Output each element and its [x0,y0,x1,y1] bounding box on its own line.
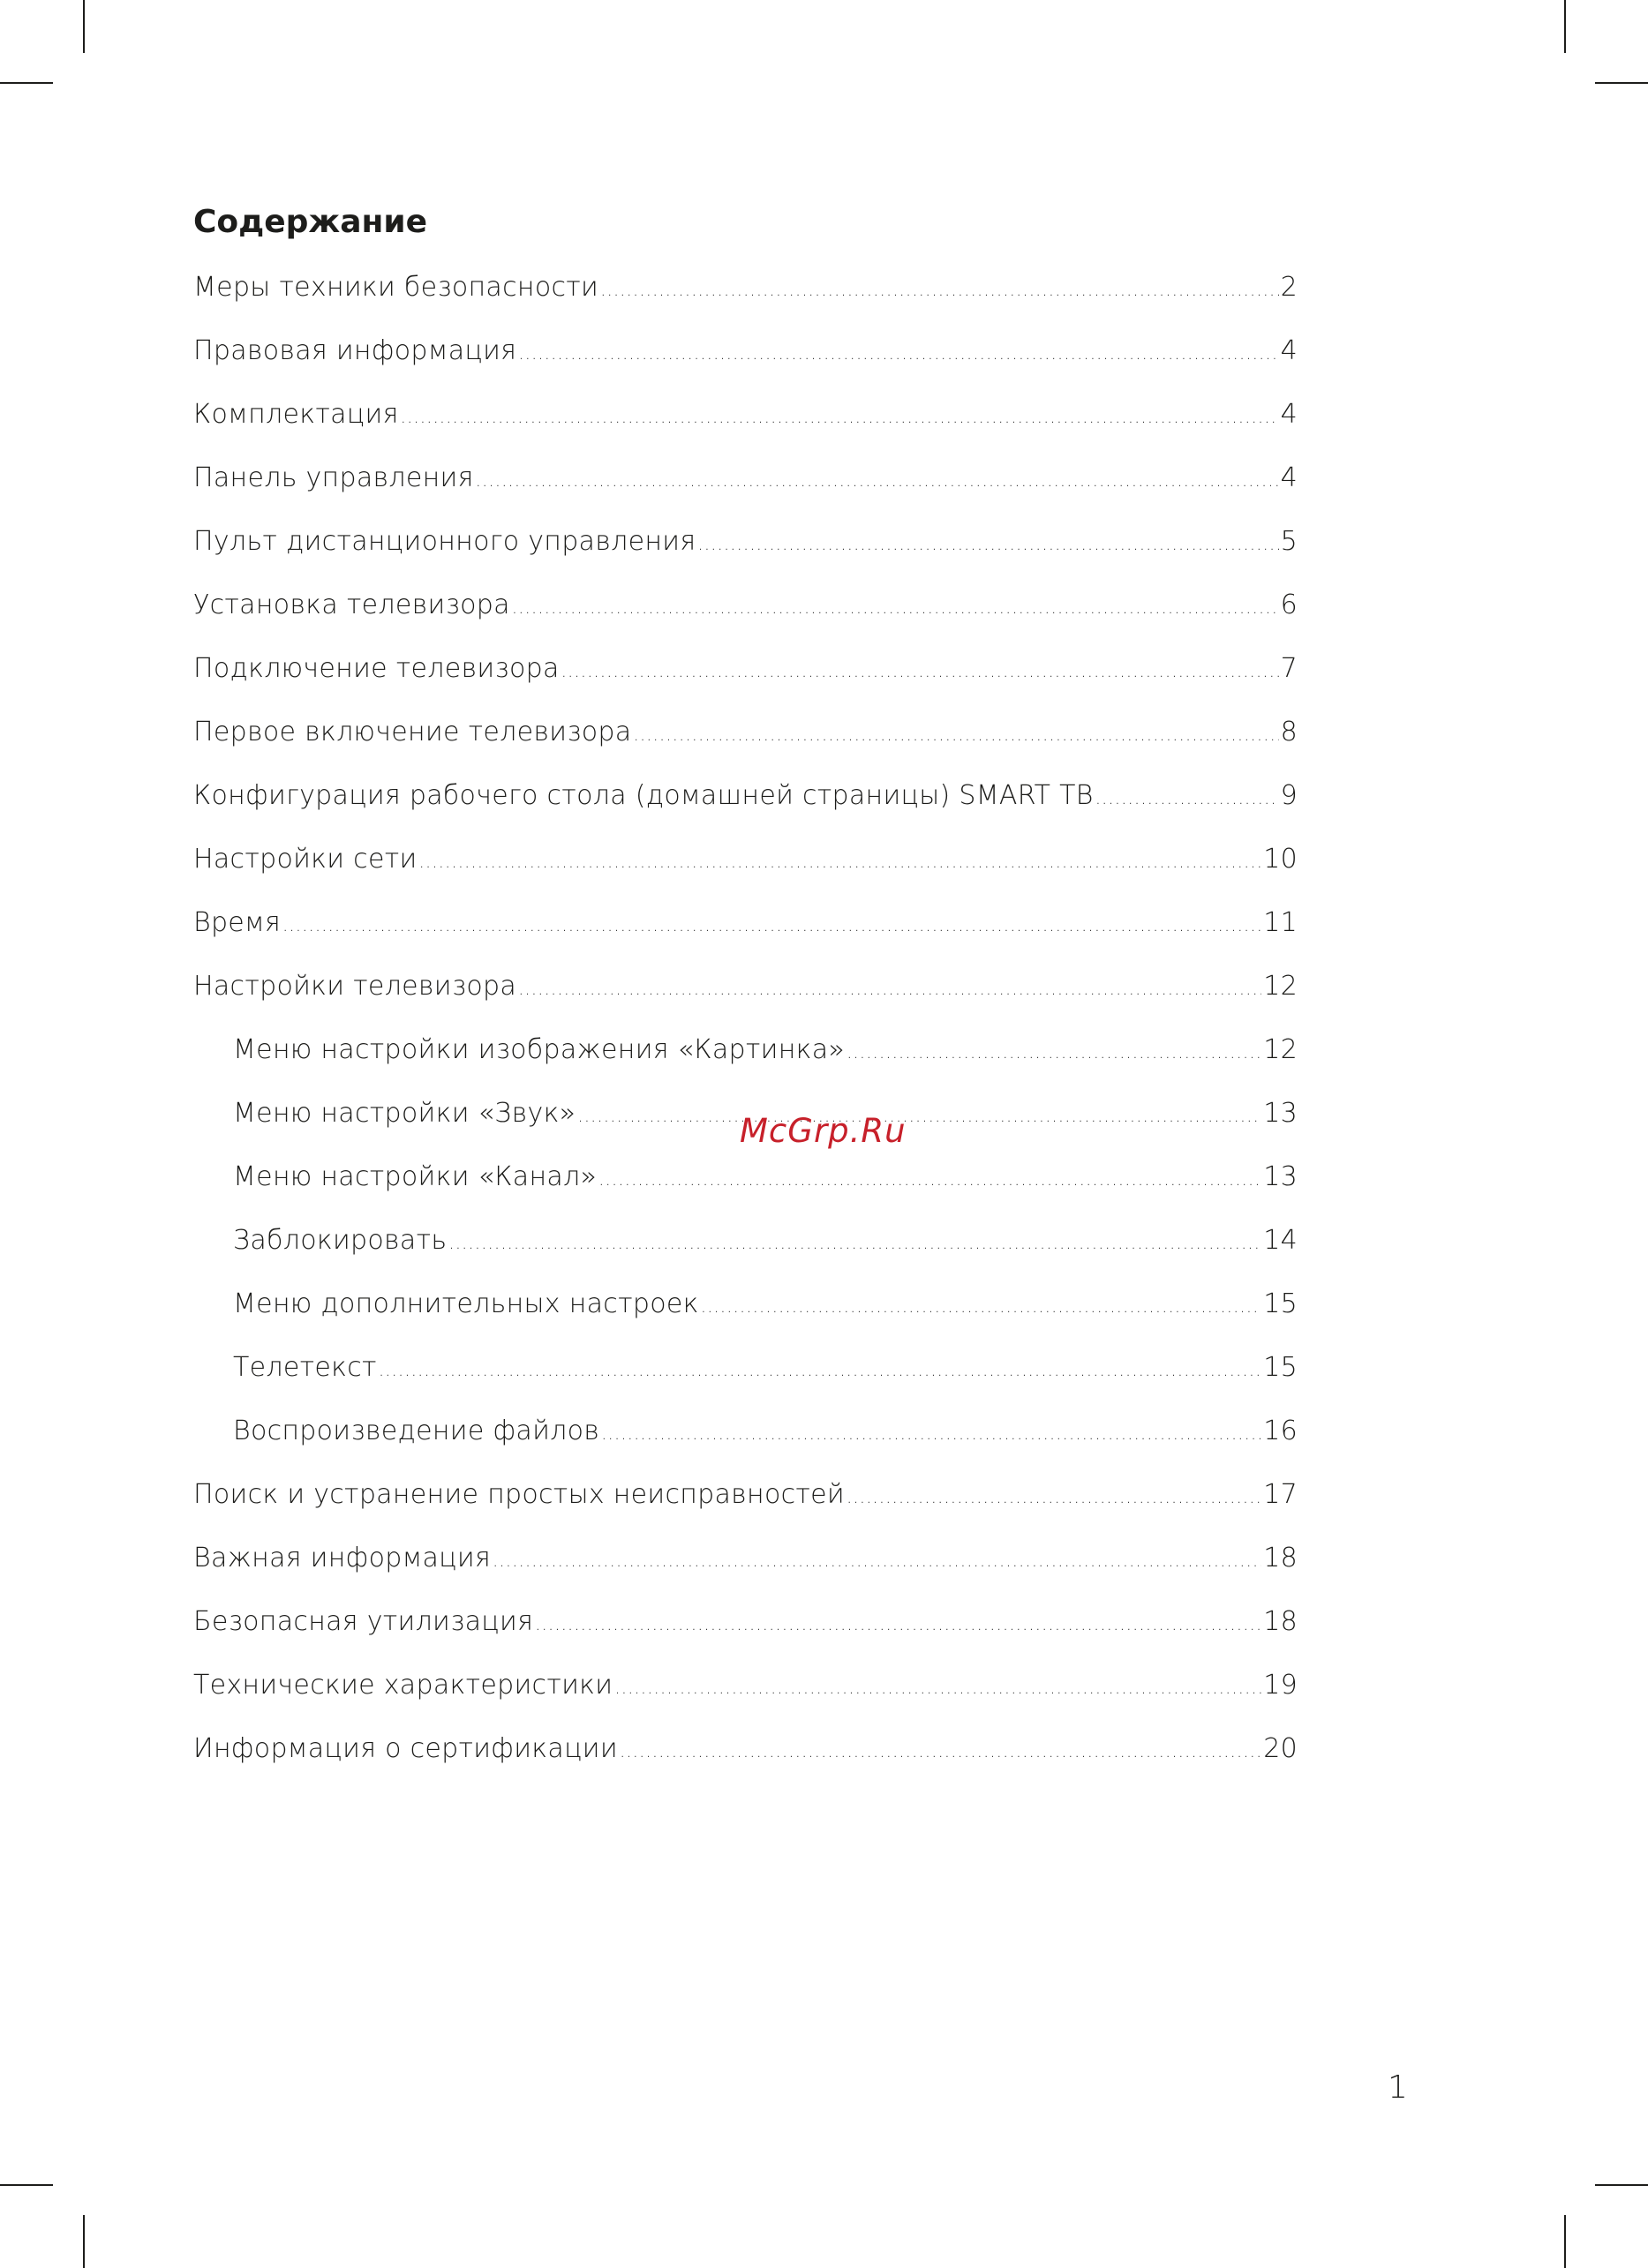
toc-entry[interactable] [193,1664,1298,1728]
toc-entry[interactable] [193,1601,1298,1664]
page-title: Содержание [193,204,428,240]
toc-entry-page: 15 [1263,1288,1298,1319]
toc-entry[interactable] [193,1220,1298,1283]
crop-mark-bottom-left-horizontal [0,2184,53,2186]
toc-entry-label: Меню настройки «Звук» [233,1098,576,1129]
toc-entry-label: Первое включение телевизора [193,717,632,747]
toc-entry[interactable] [193,1537,1298,1601]
crop-mark-bottom-right-horizontal [1595,2184,1648,2186]
toc-entry[interactable] [193,648,1298,711]
toc-entry-page: 19 [1263,1670,1298,1701]
toc-entry[interactable] [193,521,1298,584]
toc-entry-page: 4 [1280,462,1298,493]
toc-entry-page: 4 [1280,335,1298,366]
toc-entry[interactable] [193,330,1298,394]
toc-entry[interactable] [193,1474,1298,1537]
crop-mark-top-right-horizontal [1595,82,1648,84]
toc-entry-label: Важная информация [193,1543,492,1573]
toc-entry-label: Настройки сети [193,844,418,875]
toc-entry[interactable] [193,584,1298,648]
crop-mark-top-left-vertical [83,0,85,53]
toc-entry-page: 12 [1263,1034,1298,1065]
toc-entry-label: Меры техники безопасности [193,272,599,303]
toc-dot-leader [512,586,1279,628]
toc-entry-label: Меню настройки «Канал» [233,1161,598,1192]
toc-dot-leader [493,1539,1261,1581]
toc-entry-page: 20 [1263,1733,1298,1764]
toc-entry[interactable] [193,394,1298,457]
toc-entry-page: 12 [1263,971,1298,1002]
toc-entry-label: Технические характеристики [193,1670,613,1701]
toc-entry-label: Пульт дистанционного управления [193,526,696,557]
toc-entry-page: 18 [1263,1606,1298,1637]
toc-dot-leader [518,967,1261,1010]
toc-entry-label: Подключение телевизора [193,653,560,684]
toc-entry-label: Воспроизведение файлов [233,1416,600,1446]
toc-dot-leader [600,268,1279,311]
watermark: McGrp.Ru [740,1112,907,1150]
toc-entry-page: 11 [1263,907,1298,938]
toc-entry[interactable] [193,775,1298,838]
toc-dot-leader [561,650,1279,692]
toc-entry-label: Поиск и устранение простых неисправностей [193,1479,845,1510]
toc-entry-label: Комплектация [193,399,399,430]
toc-dot-leader [401,395,1279,438]
toc-dot-leader [598,1158,1261,1200]
toc-entry-page: 16 [1263,1416,1298,1446]
toc-entry-page: 4 [1280,399,1298,430]
toc-entry-page: 17 [1263,1479,1298,1510]
toc-entry[interactable] [193,1728,1298,1791]
toc-entry-page: 18 [1263,1543,1298,1573]
toc-entry-label: Настройки телевизора [193,971,517,1002]
toc-entry-label: Безопасная утилизация [193,1606,534,1637]
toc-dot-leader [535,1603,1261,1645]
toc-entry-label: Меню настройки изображения «Картинка» [233,1034,846,1065]
toc-dot-leader [847,1031,1261,1073]
toc-dot-leader [379,1348,1261,1391]
toc-entry-page: 7 [1280,653,1298,684]
toc-dot-leader [518,332,1278,374]
toc-entry[interactable] [193,902,1298,965]
toc-entry[interactable] [193,965,1298,1029]
toc-entry-label: Телетекст [233,1352,377,1383]
toc-entry-page: 15 [1263,1352,1298,1383]
toc-entry-page: 5 [1280,526,1298,557]
toc-entry-page: 13 [1263,1161,1298,1192]
toc-entry-label: Панель управления [193,462,474,493]
toc-entry-label: Информация о сертификации [193,1733,618,1764]
crop-mark-bottom-right-vertical [1564,2215,1566,2268]
toc-dot-leader [697,522,1278,565]
crop-mark-top-left-horizontal [0,82,53,84]
toc-entry[interactable] [193,267,1298,330]
toc-dot-leader [282,904,1261,946]
toc-entry-page: 6 [1280,590,1298,620]
toc-dot-leader [633,713,1278,755]
page-number: 1 [1388,2069,1408,2106]
toc-dot-leader [577,1094,1261,1137]
toc-entry-label: Заблокировать [233,1225,448,1256]
toc-entry-page: 13 [1263,1098,1298,1129]
toc-dot-leader [419,840,1262,882]
table-of-contents [193,267,1298,1791]
toc-dot-leader [620,1730,1261,1772]
toc-entry[interactable] [193,1347,1298,1410]
toc-dot-leader [701,1285,1262,1327]
toc-entry-page: 9 [1280,780,1298,811]
toc-entry-label: Время [193,907,282,938]
toc-entry-page: 10 [1263,844,1298,875]
toc-entry-label: Установка телевизора [193,590,510,620]
toc-entry[interactable] [193,1283,1298,1347]
toc-entry-page: 14 [1263,1225,1298,1256]
toc-entry-page: 2 [1280,272,1298,303]
toc-entry[interactable] [193,457,1298,521]
toc-dot-leader [614,1666,1261,1709]
toc-entry-label: Конфигурация рабочего стола (домашней страницы) SMART ТВ [193,780,1094,811]
toc-dot-leader [448,1221,1261,1264]
toc-dot-leader [601,1412,1261,1454]
toc-entry[interactable] [193,1029,1298,1093]
toc-entry[interactable] [193,1410,1298,1474]
toc-entry[interactable] [193,711,1298,775]
toc-entry-label: Правовая информация [193,335,517,366]
toc-dot-leader [476,459,1279,501]
crop-mark-bottom-left-vertical [83,2215,85,2268]
toc-entry-page: 8 [1280,717,1298,747]
toc-dot-leader [1095,777,1279,819]
toc-dot-leader [847,1476,1261,1518]
toc-entry-label: Меню дополнительных настроек [233,1288,699,1319]
toc-entry[interactable] [193,1156,1298,1220]
crop-mark-top-right-vertical [1564,0,1566,53]
toc-entry[interactable] [193,838,1298,902]
